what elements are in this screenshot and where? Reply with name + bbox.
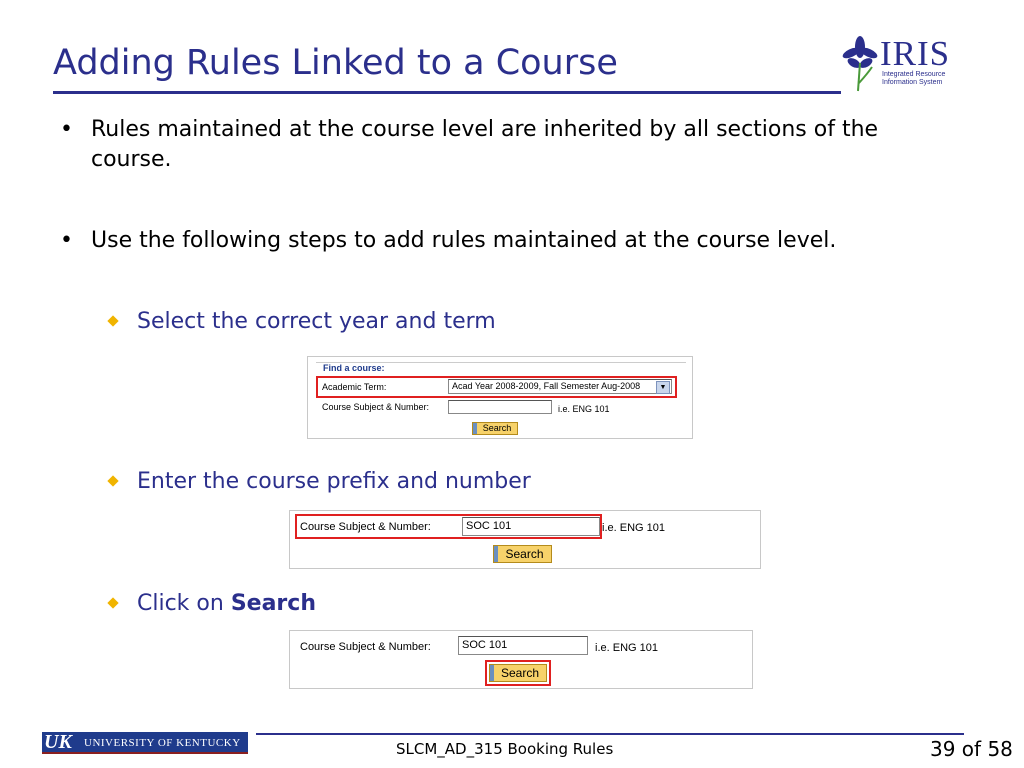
bullet-1	[60, 115, 941, 175]
footer-course-title: SLCM_AD_315 Booking Rules	[396, 740, 614, 758]
step-3-bold-text: Search	[230, 591, 316, 616]
diamond-bullet-icon	[107, 597, 118, 608]
search-button[interactable]: Search	[489, 664, 547, 682]
course-subject-label: Course Subject & Number:	[300, 641, 431, 653]
click-search-screenshot	[289, 630, 753, 689]
course-subject-input[interactable]: SOC 101	[462, 517, 600, 536]
course-subject-label: Course Subject & Number:	[322, 402, 430, 412]
step-2	[137, 467, 531, 497]
slide-title: Adding Rules Linked to a Course	[53, 43, 618, 83]
bullet-2	[60, 226, 971, 256]
university-name: UNIVERSITY OF KENTUCKY	[84, 737, 241, 749]
uk-logo	[42, 732, 248, 754]
bullet-dot-icon: •	[60, 117, 73, 142]
course-subject-input[interactable]	[448, 400, 552, 414]
course-subject-input[interactable]: SOC 101	[458, 636, 588, 655]
find-course-heading: Find a course:	[323, 363, 385, 373]
step-2-text: Enter the course prefix and number	[137, 469, 531, 494]
bullet-dot-icon: •	[60, 228, 73, 253]
footer-rule	[256, 733, 964, 735]
course-subject-label: Course Subject & Number:	[300, 521, 431, 533]
course-hint: i.e. ENG 101	[602, 522, 665, 534]
academic-term-value: Acad Year 2008-2009, Fall Semester Aug-2008	[452, 381, 641, 391]
course-hint: i.e. ENG 101	[595, 642, 658, 654]
step-1	[137, 307, 496, 337]
diamond-bullet-icon	[107, 315, 118, 326]
academic-term-label: Academic Term:	[322, 382, 387, 392]
iris-logo-subtitle	[882, 71, 962, 87]
subject-number-screenshot	[289, 510, 761, 569]
bullet-1-text: Rules maintained at the course level are inherited by all sections of the course.	[91, 117, 879, 172]
bullet-2-text: Use the following steps to add rules maintained at the course level.	[91, 228, 837, 253]
search-button[interactable]: Search	[472, 422, 518, 435]
title-underline	[53, 91, 841, 94]
step-1-text: Select the correct year and term	[137, 309, 496, 334]
step-3-text: Click on	[137, 591, 231, 616]
find-course-screenshot	[307, 356, 693, 439]
highlight-subject	[295, 514, 602, 539]
highlight-term	[316, 376, 677, 398]
course-hint: i.e. ENG 101	[558, 404, 610, 414]
page-number: 39 of 58	[930, 737, 1013, 761]
diamond-bullet-icon	[107, 475, 118, 486]
uk-letters: UK	[44, 731, 72, 753]
chevron-down-icon[interactable]: ▼	[656, 381, 670, 394]
iris-logo-text: IRIS	[880, 34, 951, 73]
iris-logo-sub1: Integrated Resource	[882, 71, 946, 78]
step-3	[137, 589, 316, 619]
iris-logo-sub2: Information System	[882, 79, 943, 86]
search-button[interactable]: Search	[493, 545, 552, 563]
